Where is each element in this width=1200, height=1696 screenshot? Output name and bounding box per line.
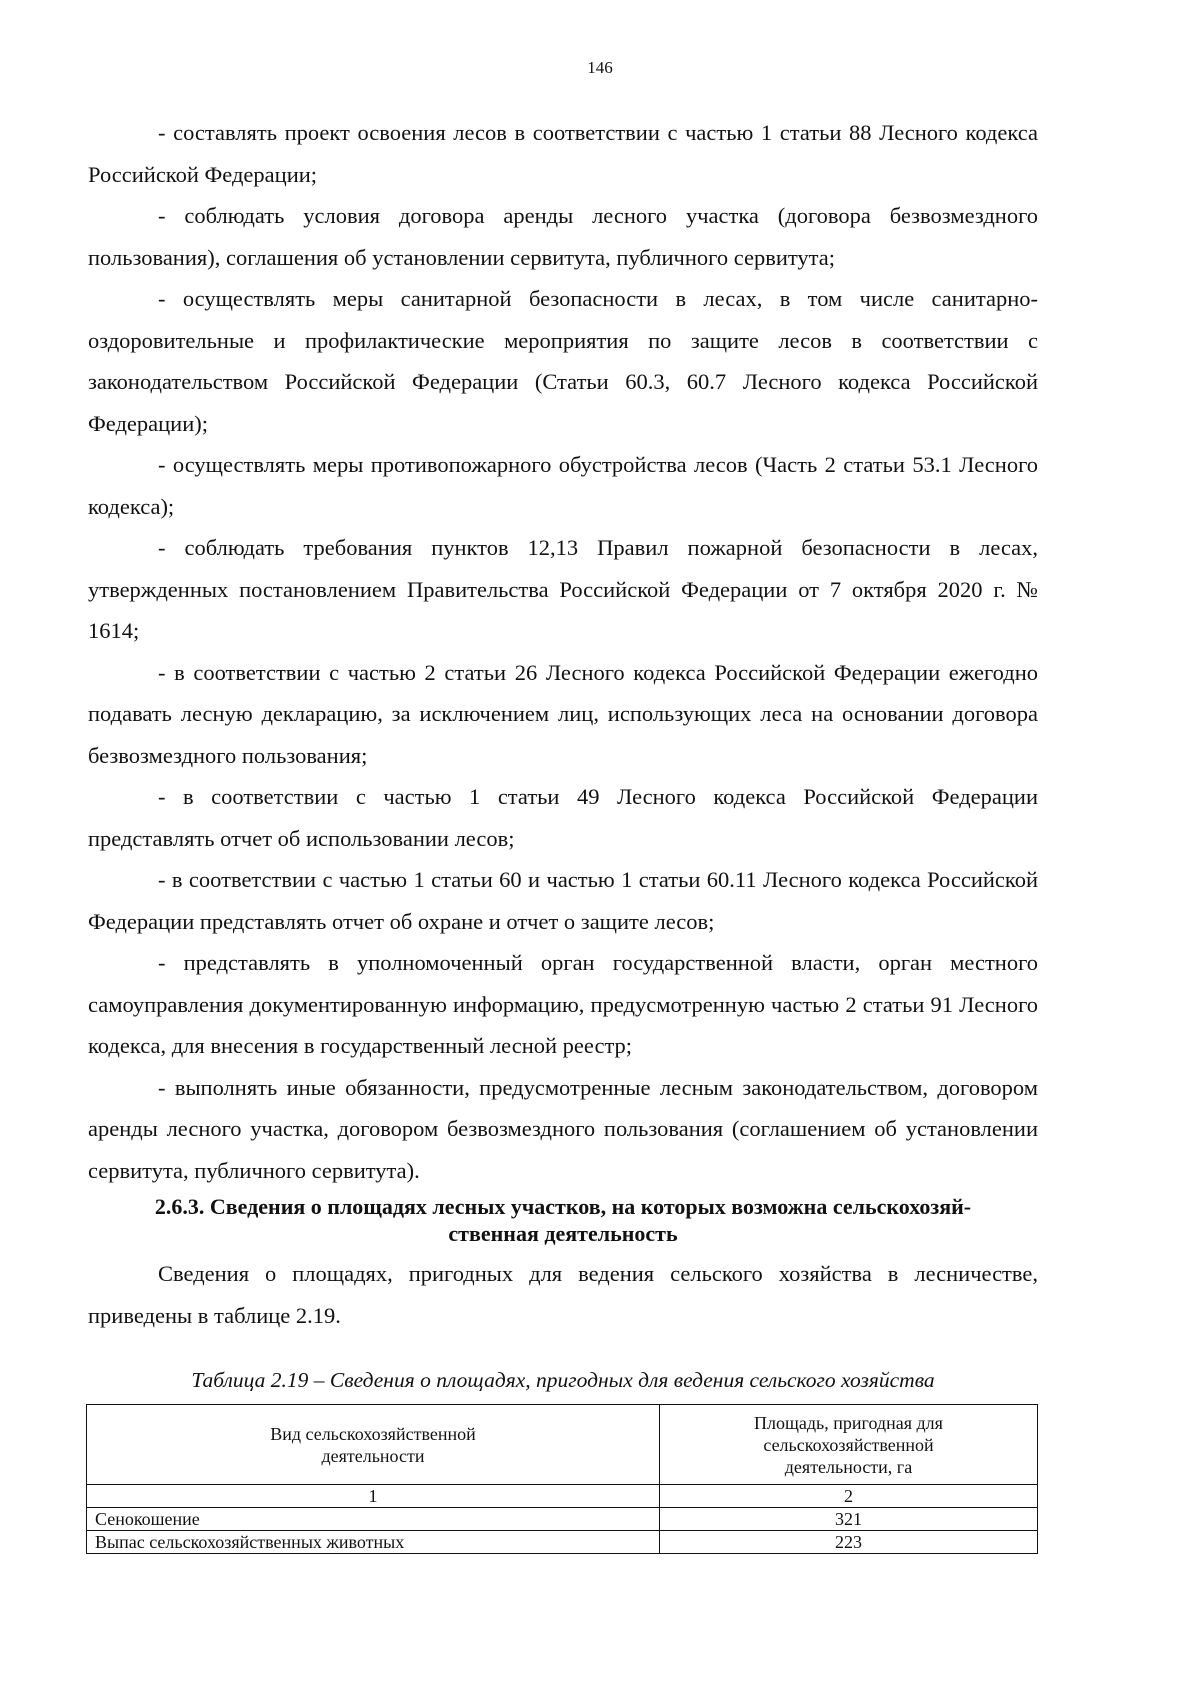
table-cell-activity: Сенокошение — [87, 1508, 660, 1531]
body-text — [88, 112, 1038, 1336]
section-heading-line-2: ственная деятельность — [448, 1221, 678, 1246]
table-cell-area: 223 — [659, 1531, 1037, 1554]
header-activity-type-text: Вид сельскохозяйственной деятельности — [270, 1423, 476, 1466]
obligation-paragraph: - в соответствии с частью 1 статьи 49 Лесного кодекса Российской Федерации представлять отчет об использовании лесов; — [88, 784, 1038, 851]
agricultural-areas-table — [86, 1404, 1038, 1554]
table-row — [87, 1508, 1038, 1531]
table-column-numbers-row — [87, 1485, 1038, 1508]
obligation-paragraph: - соблюдать требования пунктов 12,13 Правил пожарной безопасности в лесах, утвержденных постановлением Правительства Российской Федерации от 7 октября 2020 г. № 1614; — [88, 535, 1038, 643]
section-intro-paragraph: Сведения о площадях, пригодных для ведения сельского хозяйства в лесничестве, приведены в таблице 2.19. — [88, 1261, 1038, 1328]
column-number: 1 — [87, 1485, 660, 1508]
page-number: 146 — [587, 58, 613, 77]
table-row — [87, 1531, 1038, 1554]
table-header-row — [87, 1405, 1038, 1485]
obligation-paragraph: - в соответствии с частью 1 статьи 60 и частью 1 статьи 60.11 Лесного кодекса Российской Федерации представлять отчет об охране и отчет о защите лесов; — [88, 867, 1038, 934]
obligation-paragraph: - выполнять иные обязанности, предусмотренные лесным законодательством, договором аренды лесного участка, договором безвозмездного пользования (соглашением об установлении сервитута, публичного сервитута). — [88, 1074, 1038, 1183]
obligation-paragraph: - осуществлять меры санитарной безопасности в лесах, в том числе санитарно-оздоровительные и профилактические мероприятия по защите лесов в соответствии с законодательством Российской Федерации (Статьи 60.3, 60.7 Лесного кодекса Российской Федерации); — [88, 286, 1038, 436]
header-area — [659, 1405, 1037, 1485]
table-cell-activity: Выпас сельскохозяйственных животных — [87, 1531, 660, 1554]
obligation-paragraph: - составлять проект освоения лесов в соответствии с частью 1 статьи 88 Лесного кодекса Российской Федерации; — [88, 120, 1038, 187]
obligation-paragraph: - осуществлять меры противопожарного обустройства лесов (Часть 2 статьи 53.1 Лесного кодекса); — [88, 452, 1038, 519]
header-activity-type — [87, 1405, 660, 1485]
table-caption: Таблица 2.19 – Сведения о площадях, пригодных для ведения сельского хозяйства — [191, 1368, 935, 1392]
section-heading — [88, 1193, 1038, 1247]
section-heading-line-1: 2.6.3. Сведения о площадях лесных участков, на которых возможна сельскохозяй- — [154, 1194, 972, 1219]
column-number: 2 — [659, 1485, 1037, 1508]
obligation-paragraph: - соблюдать условия договора аренды лесного участка (договора безвозмездного пользования), соглашения об установлении сервитута, публичного сервитута; — [88, 203, 1038, 270]
table-cell-area: 321 — [659, 1508, 1037, 1531]
obligation-paragraph: - в соответствии с частью 2 статьи 26 Лесного кодекса Российской Федерации ежегодно подавать лесную декларацию, за исключением лиц, использующих леса на основании договора безвозмездного пользования; — [88, 659, 1038, 768]
obligation-paragraph: - представлять в уполномоченный орган государственной власти, орган местного самоуправления документированную информацию, предусмотренную частью 2 статьи 91 Лесного кодекса, для внесения в государственный лесной реестр; — [88, 950, 1038, 1058]
header-area-text: Площадь, пригодная для сельскохозяйственной деятельности, га — [754, 1412, 943, 1477]
